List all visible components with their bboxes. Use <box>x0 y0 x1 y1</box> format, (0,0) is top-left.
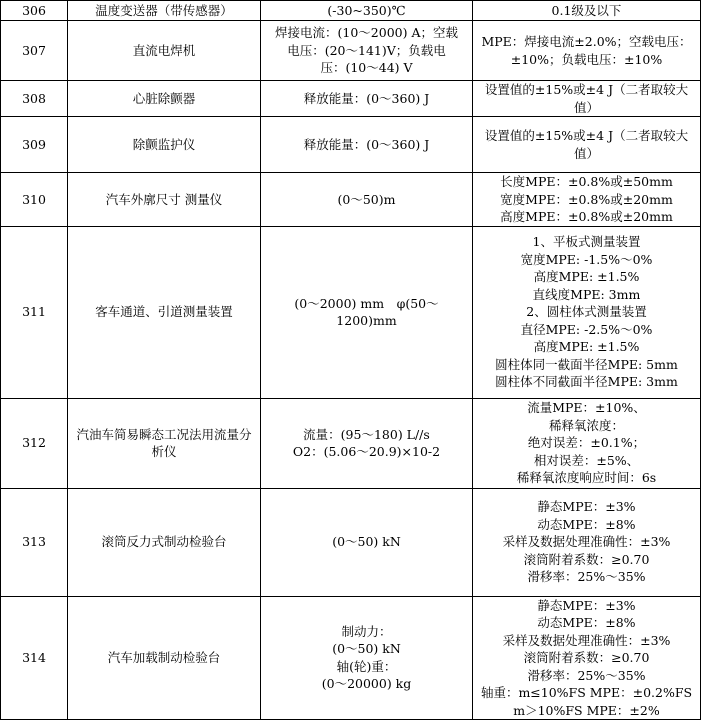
table-body <box>1 1 701 720</box>
table-row <box>1 226 701 398</box>
accuracy-line: 滑移率：25%～35% <box>527 667 646 683</box>
instrument-name: 温度变送器（带传感器） <box>68 1 261 21</box>
row-number: 314 <box>1 596 68 720</box>
accuracy-line: 采样及数据处理准确性：±3% <box>502 534 671 550</box>
accuracy-line: 长度MPE：±0.8%或±50mm <box>500 174 673 189</box>
row-number: 313 <box>1 488 68 596</box>
accuracy-line: 0.1级及以下 <box>551 2 622 18</box>
accuracy-spec <box>473 173 701 227</box>
measurement-range <box>261 1 473 21</box>
range-line: 流量：(95～180) L//s <box>303 426 430 442</box>
table-row <box>1 1 701 21</box>
accuracy-line: 宽度MPE: -1.5%～0% <box>520 251 653 267</box>
range-line: O2：(5.06～20.9)×10-2 <box>292 444 441 459</box>
row-number: 307 <box>1 21 68 81</box>
accuracy-line: 高度MPE: ±1.5% <box>533 339 640 355</box>
accuracy-line: MPE：焊接电流±2.0%；空载电压： <box>481 34 692 49</box>
row-number: 311 <box>1 226 68 398</box>
row-number: 306 <box>1 1 68 21</box>
instrument-name: 客车通道、引道测量装置 <box>68 226 261 398</box>
range-line: 焊接电流：(10～2000) A；空载 <box>275 25 458 41</box>
table-row <box>1 81 701 117</box>
accuracy-line: 高度MPE: ±1.5% <box>533 269 640 285</box>
instrument-name: 汽车加载制动检验台 <box>68 596 261 720</box>
accuracy-line: 1、平板式测量装置 <box>532 234 641 250</box>
row-number: 309 <box>1 117 68 173</box>
accuracy-line: 滚筒附着系数：≥0.70 <box>523 650 650 665</box>
accuracy-line: 2、圆柱体式测量装置 <box>526 304 647 320</box>
measurement-range <box>261 398 473 488</box>
accuracy-line: ±10%；负载电压：±10% <box>510 51 663 67</box>
accuracy-line: 直线度MPE: 3mm <box>532 286 641 302</box>
row-number: 308 <box>1 81 68 117</box>
range-line: 释放能量：(0～360) J <box>303 136 430 152</box>
accuracy-line: 采样及数据处理准确性：±3% <box>502 632 671 648</box>
accuracy-spec <box>473 1 701 21</box>
accuracy-line: 圆柱体同一截面半径MPE: 5mm <box>495 356 678 372</box>
table-row <box>1 398 701 488</box>
accuracy-line: 设置值的±15%或±4 J（二者取较大 <box>484 82 689 97</box>
range-line: (0～50)m <box>337 191 396 207</box>
accuracy-spec <box>473 81 701 117</box>
instrument-name: 汽油车简易瞬态工况法用流量分析仪 <box>68 398 261 488</box>
range-line: 轴(轮)重： <box>336 658 397 674</box>
range-line: 制动力： <box>341 623 392 639</box>
accuracy-line: 圆柱体不同截面半径MPE: 3mm <box>495 374 678 390</box>
accuracy-line: 轴重：m≤10%FS MPE：±0.2%FS <box>480 685 693 700</box>
accuracy-line: 动态MPE：±8% <box>537 615 636 630</box>
row-number: 312 <box>1 398 68 488</box>
accuracy-line: 相对误差：±5%、 <box>533 452 640 468</box>
instrument-name: 直流电焊机 <box>68 21 261 81</box>
range-line: (0～50) kN <box>332 641 401 657</box>
table-row <box>1 596 701 720</box>
measurement-range <box>261 21 473 81</box>
accuracy-line: 静态MPE：±3% <box>537 499 636 515</box>
range-line: (0～2000) mm φ(50～ <box>294 295 439 311</box>
table-row <box>1 21 701 81</box>
measurement-range <box>261 488 473 596</box>
instrument-name: 心脏除颤器 <box>68 81 261 117</box>
accuracy-line: 稀释氧浓度： <box>548 417 624 433</box>
range-line: 释放能量：(0～360) J <box>303 90 430 106</box>
accuracy-line: 静态MPE：±3% <box>537 597 636 613</box>
accuracy-line: 流量MPE：±10%、 <box>527 400 646 416</box>
range-line: (-30~350)℃ <box>327 2 406 18</box>
accuracy-line: 动态MPE：±8% <box>537 516 636 532</box>
accuracy-line: 设置值的±15%或±4 J（二者取较大 <box>484 128 689 143</box>
measurement-range <box>261 226 473 398</box>
row-number: 310 <box>1 173 68 227</box>
accuracy-line: 绝对误差：±0.1%； <box>527 435 646 451</box>
accuracy-line: 宽度MPE：±0.8%或±20mm <box>500 191 673 207</box>
accuracy-spec <box>473 596 701 720</box>
accuracy-line: 滚筒附着系数：≥0.70 <box>523 551 650 567</box>
accuracy-spec <box>473 398 701 488</box>
table-row <box>1 488 701 596</box>
accuracy-line: 直径MPE: -2.5%～0% <box>520 321 653 337</box>
accuracy-line: 值） <box>573 145 599 161</box>
range-line: 电压：(20～141)V；负载电 <box>287 42 446 58</box>
measurement-range <box>261 173 473 227</box>
accuracy-spec <box>473 488 701 596</box>
table-row <box>1 173 701 227</box>
instrument-name: 除颤监护仪 <box>68 117 261 173</box>
measurement-range <box>261 596 473 720</box>
accuracy-spec <box>473 226 701 398</box>
range-line: (0～50) kN <box>332 534 401 550</box>
range-line: 压：(10～44) V <box>320 60 413 76</box>
accuracy-line: m＞10%FS MPE：±2% <box>513 702 660 718</box>
accuracy-spec <box>473 21 701 81</box>
accuracy-line: 值） <box>573 99 599 115</box>
instrument-name: 滚筒反力式制动检验台 <box>68 488 261 596</box>
measurement-range <box>261 81 473 117</box>
accuracy-line: 滑移率：25%～35% <box>527 569 646 585</box>
accuracy-line: 高度MPE：±0.8%或±20mm <box>500 209 673 224</box>
measurement-range <box>261 117 473 173</box>
accuracy-spec <box>473 117 701 173</box>
instrument-name: 汽车外廓尺寸 测量仪 <box>68 173 261 227</box>
range-line: 1200)mm <box>336 313 397 328</box>
range-line: (0～20000) kg <box>321 676 412 692</box>
table-row <box>1 117 701 173</box>
accuracy-line: 稀释氧浓度响应时间：6s <box>516 470 657 486</box>
